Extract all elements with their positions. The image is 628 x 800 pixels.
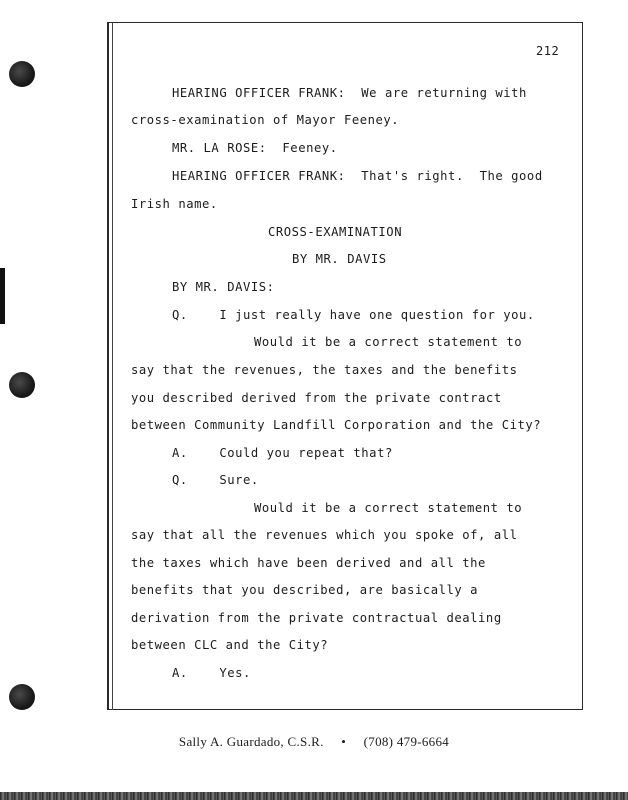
page-margin-rule xyxy=(112,22,113,710)
transcript-line: Would it be a correct statement to xyxy=(254,335,523,349)
transcript-line: Irish name. xyxy=(131,197,218,211)
transcript-line: benefits that you described, are basically a xyxy=(131,583,479,597)
punch-hole-top xyxy=(9,61,35,87)
transcript-line: HEARING OFFICER FRANK: We are returning with xyxy=(172,86,527,100)
scan-edge-mark xyxy=(0,268,5,324)
transcript-line: say that all the revenues which you spoke of, all xyxy=(131,528,518,542)
transcript-line: between Community Landfill Corporation and the City? xyxy=(131,418,542,432)
transcript-line: A. Could you repeat that? xyxy=(172,446,393,460)
transcript-line: the taxes which have been derived and all the xyxy=(131,556,486,570)
transcript-line: BY MR. DAVIS: xyxy=(172,280,275,294)
transcript-line: MR. LA ROSE: Feeney. xyxy=(172,141,338,155)
transcript-line: you described derived from the private contract xyxy=(131,391,502,405)
reporter-footer xyxy=(0,734,628,750)
reporter-name: Sally A. Guardado, C.S.R. xyxy=(178,734,324,749)
reporter-phone: (708) 479-6664 xyxy=(363,734,450,749)
footer-separator: • xyxy=(341,734,347,749)
punch-hole-middle xyxy=(9,372,35,398)
section-heading: CROSS-EXAMINATION xyxy=(268,225,403,239)
examiner-heading: BY MR. DAVIS xyxy=(292,252,387,266)
scan-bottom-edge xyxy=(0,792,628,800)
transcript-line: cross-examination of Mayor Feeney. xyxy=(131,113,400,127)
punch-hole-bottom xyxy=(9,684,35,710)
transcript-line: Would it be a correct statement to xyxy=(254,501,523,515)
transcript-line: Q. I just really have one question for you. xyxy=(172,308,535,322)
transcript-line: A. Yes. xyxy=(172,666,251,680)
transcript-line: derivation from the private contractual dealing xyxy=(131,611,502,625)
transcript-line: between CLC and the City? xyxy=(131,638,329,652)
page-number: 212 xyxy=(536,44,560,58)
transcript-line: Q. Sure. xyxy=(172,473,259,487)
transcript-line: HEARING OFFICER FRANK: That's right. The good xyxy=(172,169,543,183)
transcript-line: say that the revenues, the taxes and the benefits xyxy=(131,363,518,377)
